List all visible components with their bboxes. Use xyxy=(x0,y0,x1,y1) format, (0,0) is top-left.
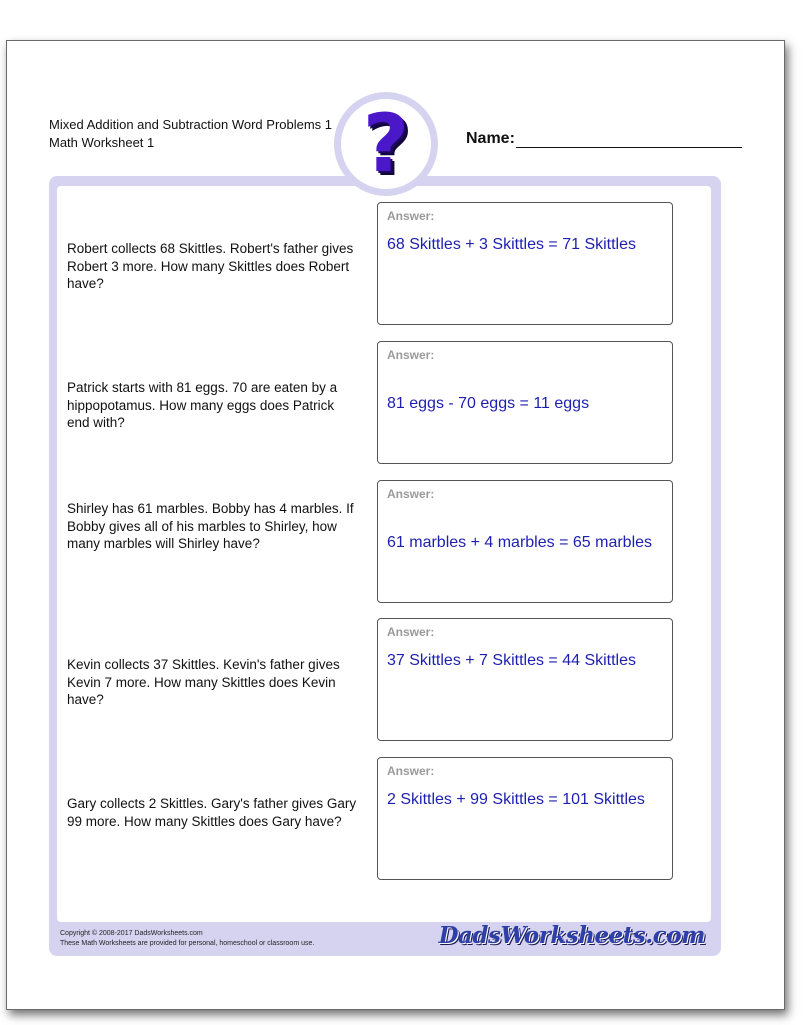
answer-box-1[interactable] xyxy=(377,202,673,325)
answer-box-2[interactable] xyxy=(377,341,673,464)
answer-box-5[interactable] xyxy=(377,757,673,880)
usage-notice: These Math Worksheets are provided for personal, homeschool or classroom use. xyxy=(60,940,315,947)
problem-2-text: Patrick starts with 81 eggs. 70 are eaten by a hippopotamus. How many eggs does Patrick end with? xyxy=(67,380,338,430)
answer-box-3[interactable] xyxy=(377,480,673,603)
question-mark-icon: ? xyxy=(362,97,410,190)
problem-3-text: Shirley has 61 marbles. Bobby has 4 marbles. If Bobby gives all of his marbles to Shirley, how many marbles will Shirley have? xyxy=(67,501,354,551)
footer xyxy=(49,922,721,956)
answer-text: 68 Skittles + 3 Skittles = 71 Skittles xyxy=(387,236,637,253)
worksheet-title: Mixed Addition and Subtraction Word Problems 1 xyxy=(49,117,333,132)
problem-4-text: Kevin collects 37 Skittles. Kevin's father gives Kevin 7 more. How many Skittles does Kevin have? xyxy=(67,657,340,707)
answer-box-4[interactable] xyxy=(377,618,673,741)
question-badge xyxy=(334,92,438,196)
answer-text: 81 eggs - 70 eggs = 11 eggs xyxy=(387,395,590,412)
worksheet-header xyxy=(49,116,332,152)
name-field[interactable] xyxy=(466,130,742,148)
brand-logo[interactable]: DadsWorksheets.com xyxy=(438,922,705,949)
answer-label: Answer: xyxy=(387,625,435,639)
answer-text: 61 marbles + 4 marbles = 65 marbles xyxy=(387,534,653,551)
name-label: Name: xyxy=(466,130,515,147)
copyright-block xyxy=(60,929,314,949)
worksheet-subtitle: Math Worksheet 1 xyxy=(49,135,155,150)
answer-label: Answer: xyxy=(387,348,435,362)
answer-label: Answer: xyxy=(387,487,435,501)
answer-text: 2 Skittles + 99 Skittles = 101 Skittles xyxy=(387,791,645,808)
answer-label: Answer: xyxy=(387,764,435,778)
problem-1-text: Robert collects 68 Skittles. Robert's father gives Robert 3 more. How many Skittles does Robert have? xyxy=(67,241,354,291)
answer-text: 37 Skittles + 7 Skittles = 44 Skittles xyxy=(387,652,637,669)
problem-5-text: Gary collects 2 Skittles. Gary's father gives Gary 99 more. How many Skittles does Gary have? xyxy=(67,796,357,829)
copyright-text: Copyright © 2008-2017 DadsWorksheets.com xyxy=(60,930,203,937)
answer-label: Answer: xyxy=(387,209,435,223)
name-line[interactable] xyxy=(516,133,742,148)
